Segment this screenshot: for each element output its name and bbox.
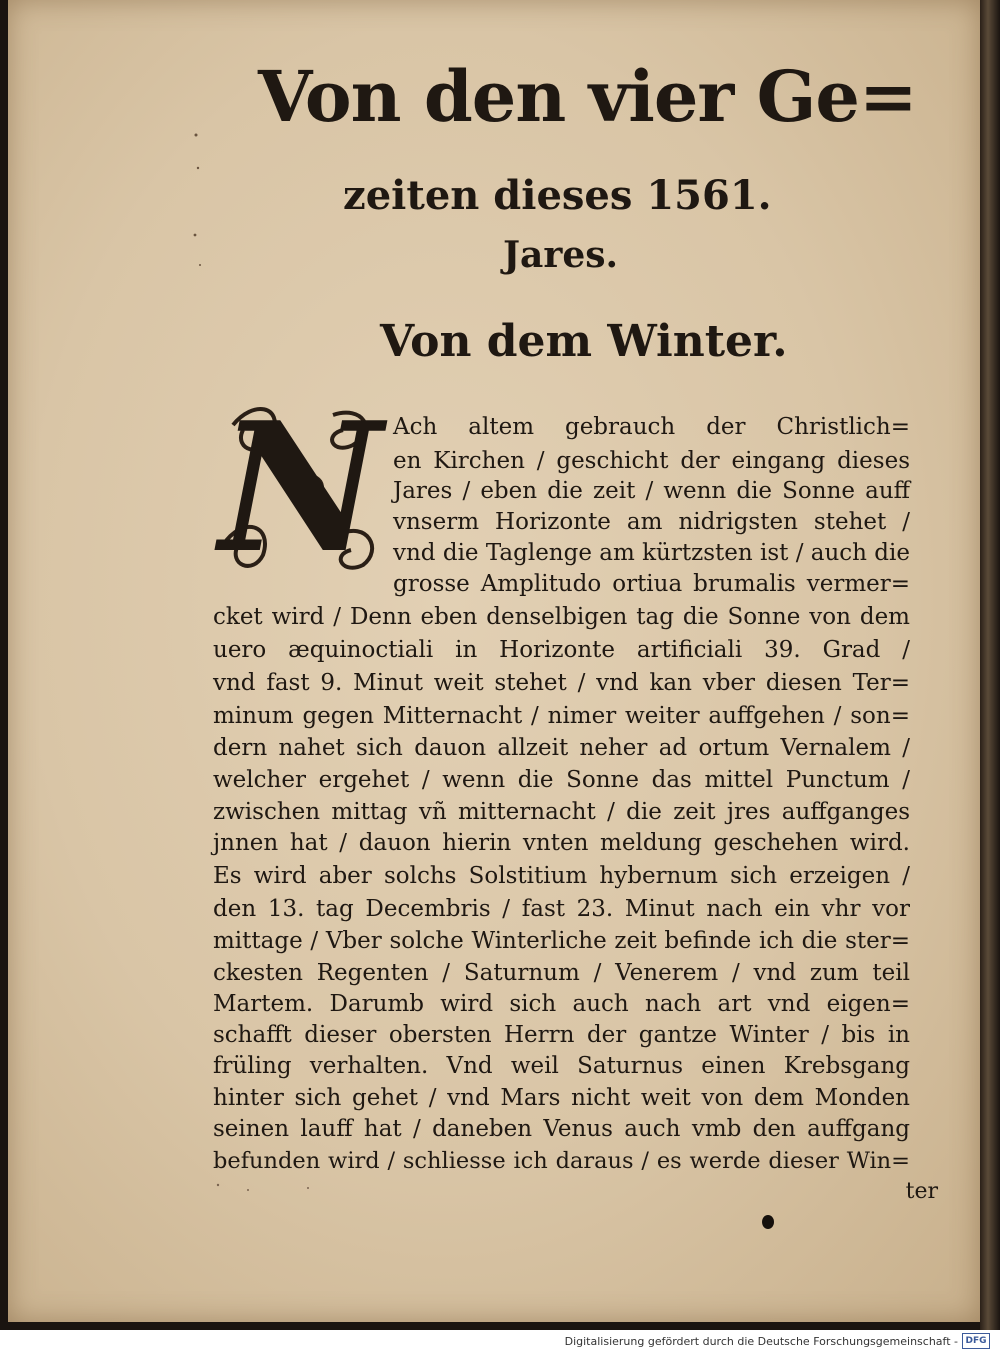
text-line: uero æquinoctiali in Horizonte artificiali 39. Grad / <box>213 637 910 663</box>
text-line: vnd die Taglenge am kürtzsten ist / auch die <box>393 540 910 566</box>
credit-text: Digitalisierung gefördert durch die Deutsche Forschungsgemeinschaft - <box>564 1335 958 1348</box>
text-line: Martem. Darumb wird sich auch nach art vnd eigen= <box>213 991 910 1017</box>
text-line: vnserm Horizonte am nidrigsten stehet / <box>393 509 910 535</box>
book-page <box>8 0 980 1322</box>
text-line: schafft dieser obersten Herrn der gantze Winter / bis in <box>213 1022 910 1048</box>
text-line: jnnen hat / dauon hierin vnten meldung geschehen wird. <box>213 830 910 856</box>
text-line: dern nahet sich dauon allzeit neher ad ortum Vernalem / <box>213 735 910 761</box>
text-line: befunden wird / schliesse ich daraus / es werde dieser Win= <box>213 1148 910 1174</box>
text-line: zwischen mittag vñ mitternacht / die zeit jres auffganges <box>213 799 910 825</box>
initial-letter: N <box>219 383 382 592</box>
text-line: ckesten Regenten / Saturnum / Venerem / vnd zum teil <box>213 960 910 986</box>
dfg-logo: DFG <box>962 1333 990 1349</box>
text-line: cket wird / Denn eben denselbigen tag die Sonne von dem <box>213 604 910 630</box>
title-line-1: Von den vier Ge= <box>258 55 917 138</box>
paper-specks-ornament <box>8 0 980 1322</box>
book-spine-edge <box>980 0 1000 1330</box>
text-line: seinen lauff hat / daneben Venus auch vmb den auffgang <box>213 1116 910 1142</box>
text-line: minum gegen Mitternacht / nimer weiter auffgehen / son= <box>213 703 910 729</box>
text-line: früling verhalten. Vnd weil Saturnus einen Krebsgang <box>213 1053 910 1079</box>
section-heading: Von dem Winter. <box>380 316 788 367</box>
text-line: Ach altem gebrauch der Christlich= <box>393 414 910 440</box>
text-line: mittage / Vber solche Winterliche zeit befinde ich die ster= <box>213 928 910 954</box>
text-line: welcher ergehet / wenn die Sonne das mittel Punctum / <box>213 767 910 793</box>
text-line: grosse Amplitudo ortiua brumalis vermer= <box>393 571 910 597</box>
text-line: en Kirchen / geschicht der eingang dieses <box>393 448 910 474</box>
title-line-3: Jares. <box>503 234 619 276</box>
text-line: Es wird aber solchs Solstitium hybernum sich erzeigen / <box>213 863 910 889</box>
text-line: den 13. tag Decembris / fast 23. Minut nach ein vhr vor <box>213 896 910 922</box>
credit-footer <box>0 1330 1000 1353</box>
text-line: hinter sich gehet / vnd Mars nicht weit von dem Monden <box>213 1085 910 1111</box>
text-line: vnd fast 9. Minut weit stehet / vnd kan vber diesen Ter= <box>213 670 910 696</box>
catchword: ter <box>905 1179 938 1204</box>
text-line: Jares / eben die zeit / wenn die Sonne auff <box>393 478 910 504</box>
title-line-2: zeiten dieses 1561. <box>343 172 772 219</box>
